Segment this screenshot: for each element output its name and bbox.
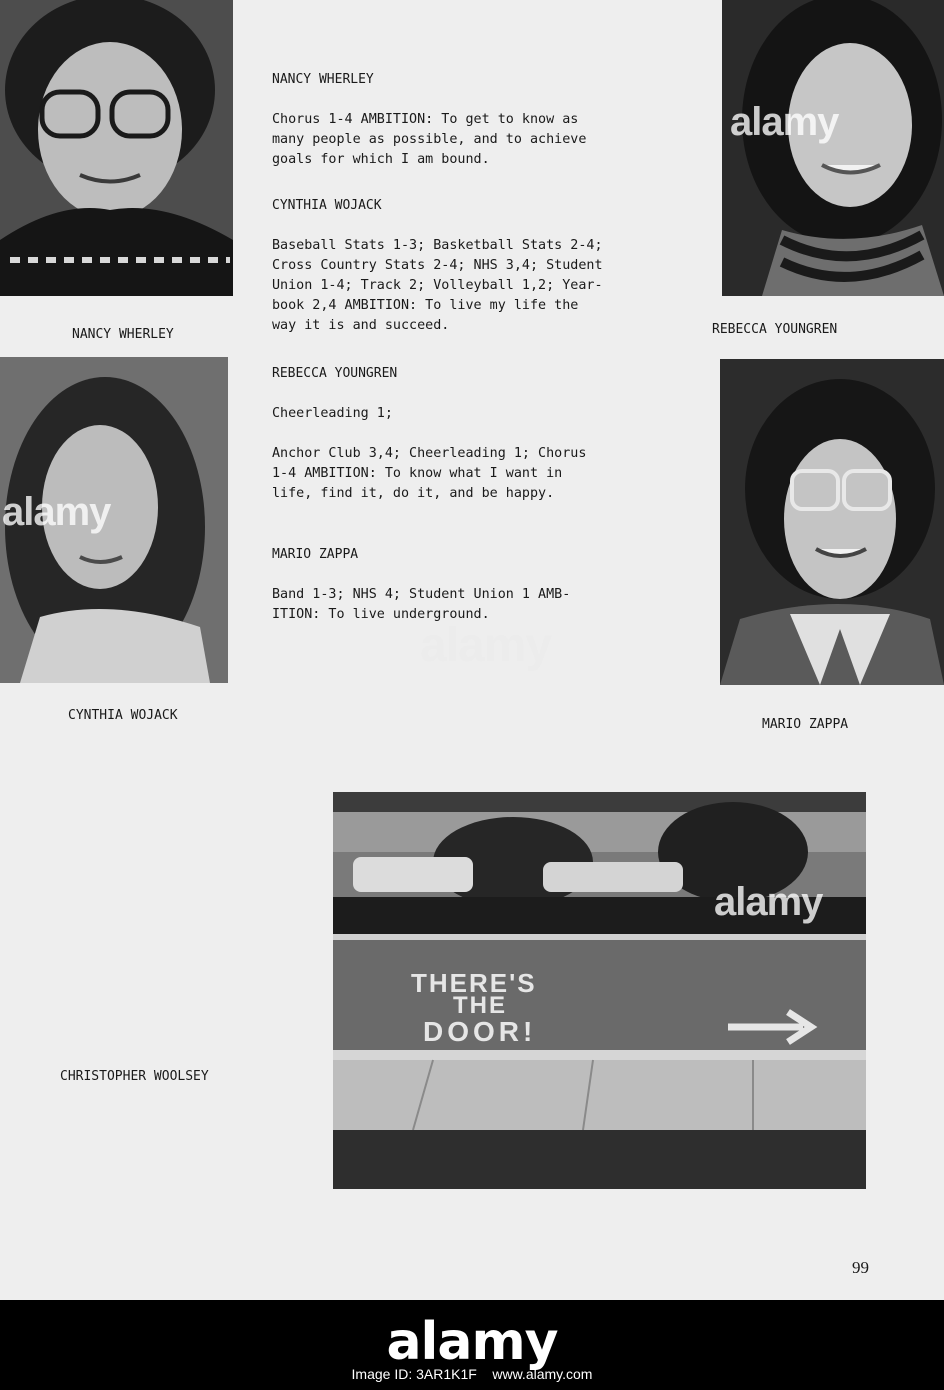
caption-nancy-wherley: NANCY WHERLEY xyxy=(72,327,174,342)
entry-rebecca-youngren xyxy=(272,364,704,504)
entry-line: many people as possible, and to achieve xyxy=(272,132,587,147)
caption-rebecca-youngren: REBECCA YOUNGREN xyxy=(712,322,838,337)
watermark-center: alamy xyxy=(420,619,552,672)
entry-line: Cheerleading 1; xyxy=(272,406,393,421)
page-number: 99 xyxy=(852,1258,869,1277)
entry-line: ITION: To live underground. xyxy=(272,607,490,622)
portrait-mario-drawing xyxy=(720,359,944,685)
entry-line: 1-4 AMBITION: To know what I want in xyxy=(272,466,563,481)
entry-name: REBECCA YOUNGREN xyxy=(272,366,398,381)
entry-line: Band 1-3; NHS 4; Student Union 1 AMB- xyxy=(272,587,571,602)
entry-line: Chorus 1-4 AMBITION: To get to know as xyxy=(272,112,579,127)
entry-mario-zappa xyxy=(272,545,704,625)
entry-name: MARIO ZAPPA xyxy=(272,547,359,562)
entry-line: goals for which I am bound. xyxy=(272,152,490,167)
entry-name: CYNTHIA WOJACK xyxy=(272,198,382,213)
entry-name: NANCY WHERLEY xyxy=(272,72,374,87)
portrait-nancy-drawing xyxy=(0,0,233,296)
entry-cynthia-wojack xyxy=(272,196,704,336)
painted-text-theres: THERE'S xyxy=(411,968,537,998)
stock-image-meta: Image ID: 3AR1K1F www.alamy.com xyxy=(351,1366,593,1382)
entry-line: life, find it, do it, and be happy. xyxy=(272,486,555,501)
watermark-right-top: alamy xyxy=(730,100,839,144)
entry-line: Union 1-4; Track 2; Volleyball 1,2; Year- xyxy=(272,278,603,293)
entry-nancy-wherley xyxy=(272,70,704,170)
painted-text-door: DOOR! xyxy=(423,1016,537,1047)
entry-line: way it is and succeed. xyxy=(272,318,450,333)
entry-line: Cross Country Stats 2-4; NHS 3,4; Student xyxy=(272,258,603,273)
portrait-rebecca-drawing xyxy=(722,0,944,296)
entry-line: Anchor Club 3,4; Cheerleading 1; Chorus xyxy=(272,446,587,461)
caption-cynthia-wojack: CYNTHIA WOJACK xyxy=(68,708,178,723)
watermark-right-bottom: alamy xyxy=(714,880,823,924)
portrait-rebecca-youngren xyxy=(722,0,944,296)
caption-mario-zappa: MARIO ZAPPA xyxy=(762,717,849,732)
caption-christopher-woolsey: CHRISTOPHER WOOLSEY xyxy=(60,1069,209,1084)
street-scene-photo xyxy=(333,792,866,1189)
painted-text-the: THE xyxy=(453,992,507,1019)
portrait-mario-zappa xyxy=(720,359,944,685)
entry-line: book 2,4 AMBITION: To live my life the xyxy=(272,298,579,313)
portrait-nancy-wherley xyxy=(0,0,233,296)
stock-logo[interactable]: alamy xyxy=(386,1312,558,1372)
watermark-left: alamy xyxy=(2,490,111,534)
entry-line: Baseball Stats 1-3; Basketball Stats 2-4; xyxy=(272,238,603,253)
